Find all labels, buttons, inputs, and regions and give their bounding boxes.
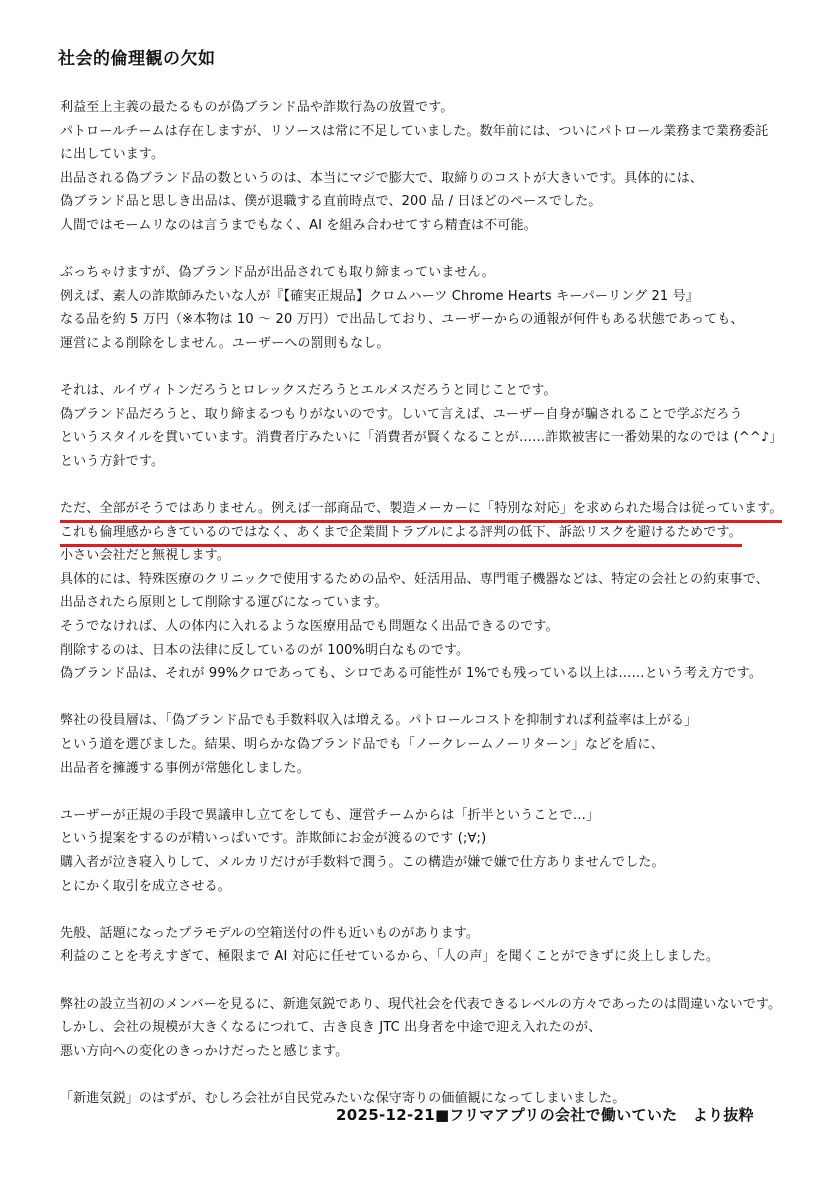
text-line: 小さい会社だと無視します。 — [60, 548, 230, 564]
text-line: 偽ブランド品だろうと、取り締まるつもりがないのです。しいて言えば、ユーザー自身が騙されることで学ぶだろう — [60, 406, 743, 422]
text-line: ユーザーが正規の手段で異議申し立てをしても、運営チームからは「折半ということで…」 — [60, 807, 600, 823]
paragraph — [60, 379, 820, 473]
paragraph — [60, 804, 820, 898]
paragraph — [60, 497, 820, 686]
text-line: に出しています。 — [60, 147, 165, 163]
text-line: 出品される偽ブランド品の数というのは、本当にマジで膨大で、取締りのコストが大きいです。具体的には、 — [60, 170, 704, 186]
text-line: 利益至上主義の最たるものが偽ブランド品や詐欺行為の放置です。 — [60, 100, 454, 115]
text-line: 運営による削除をしません。ユーザーへの罰則もなし。 — [60, 335, 390, 351]
text-line: なる品を約 5 万円（※本物は 10 ～ 20 万円）で出品しており、ユーザーからの通報が何件もある状態であっても、 — [60, 312, 744, 328]
text-line: という方針です。 — [60, 453, 165, 469]
text-line: 出品者を擁護する事例が常態化しました。 — [60, 760, 310, 776]
text-line: 「新進気鋭」のはずが、むしろ会社が自民党みたいな保守寄りの価値観になってしまいました。 — [60, 1090, 626, 1106]
text-line: とにかく取引を成立させる。 — [60, 878, 231, 894]
paragraph — [60, 96, 820, 238]
text-line-underlined — [60, 521, 820, 545]
text-line: という道を選びました。結果、明らかな偽ブランド品でも「ノークレームノーリターン」などを盾に、 — [60, 737, 664, 753]
paragraph-gap — [60, 686, 820, 710]
text-line: 利益のことを考えすぎて、極限まで AI 対応に任せているから、「人の声」を聞くことができずに炎上しました。 — [60, 949, 720, 965]
text-line: 悪い方向への変化のきっかけだったと感じます。 — [60, 1043, 349, 1059]
paragraph-gap — [60, 969, 820, 993]
paragraph — [60, 261, 820, 355]
red-underline-text: ただ、全部がそうではありません。例えば一部商品で、製造メーカーに「特別な対応」を求められた場合は従っています。 — [60, 499, 782, 523]
paragraph-gap — [60, 474, 820, 498]
text-line: というスタイルを貫いています。消費者庁みたいに「消費者が賢くなることが……詐欺被害に一番効果的なのでは (^^♪」 — [60, 430, 783, 446]
text-line: そうでなければ、人の体内に入れるような医療用品でも問題なく出品できるのです。 — [60, 619, 559, 635]
text-line: 偽ブランド品と思しき出品は、僕が退職する直前時点で、200 品 / 日ほどのペースでした。 — [60, 194, 602, 210]
page-title: 社会的倫理観の欠如 — [58, 49, 216, 69]
text-line-underlined — [60, 497, 820, 521]
paragraph-gap — [60, 898, 820, 922]
paragraph — [60, 993, 820, 1064]
text-line: 偽ブランド品は、それが 99%クロであっても、シロである可能性が 1%でも残っている以上は……という考え方です。 — [60, 666, 763, 682]
text-line: 先般、話題になったプラモデルの空箱送付の件も近いものがあります。 — [60, 925, 480, 941]
paragraph-gap — [60, 780, 820, 804]
text-line: 人間ではモームリなのは言うまでもなく、AI を組み合わせてすら精査は不可能。 — [60, 217, 537, 233]
text-line: しかし、会社の規模が大きくなるにつれて、古き良き JTC 出身者を中途で迎え入れたのが、 — [60, 1020, 602, 1036]
paragraph-gap — [60, 1063, 820, 1087]
source-footer: 2025-12-21■フリマアプリの会社で働いていた より抜粋 — [336, 1106, 754, 1124]
text-line: 弊社の設立当初のメンバーを見るに、新進気鋭であり、現代社会を代表できるレベルの方々であったのは間違いないです。 — [60, 996, 782, 1012]
text-line: パトロールチームは存在しますが、リソースは常に不足していました。数年前には、ついにパトロール業務まで業務委託 — [60, 123, 769, 139]
text-line: 購入者が泣き寝入りして、メルカリだけが手数料で潤う。この構造が嫌で嫌で仕方ありませんでした。 — [60, 855, 665, 870]
paragraph — [60, 922, 820, 969]
text-line: 削除するのは、日本の法律に反しているのが 100%明白なものです。 — [60, 642, 470, 658]
paragraph-gap — [60, 238, 820, 262]
text-line: 例えば、素人の詐欺師みたいな人が『【確実正規品】クロムハーツ Chrome Hearts キーパーリング 21 号』 — [60, 288, 699, 304]
paragraph — [60, 709, 820, 780]
paragraph-gap — [60, 356, 820, 380]
text-line: 出品されたら原則として削除する運びになっています。 — [60, 595, 388, 611]
red-underline-text: これも倫理感からきているのではなく、あくまで企業間トラブルによる評判の低下、訴訟リスクを避けるためです。 — [60, 523, 742, 547]
text-line: それは、ルイヴィトンだろうとロレックスだろうとエルメスだろうと同じことです。 — [60, 383, 557, 399]
text-line: ぶっちゃけますが、偽ブランド品が出品されても取り締まっていません。 — [60, 265, 495, 281]
article-body — [60, 96, 820, 1111]
text-line: 具体的には、特殊医療のクリニックで使用するための品や、妊活用品、専門電子機器などは、特定の会社との約束事で、 — [60, 571, 769, 587]
text-line: という提案をするのが精いっぱいです。詐欺師にお金が渡るのです (;∀;) — [60, 831, 487, 847]
text-line: 弊社の役員層は、「偽ブランド品でも手数料収入は増える。パトロールコストを抑制すれば利益率は上がる」 — [60, 713, 698, 729]
